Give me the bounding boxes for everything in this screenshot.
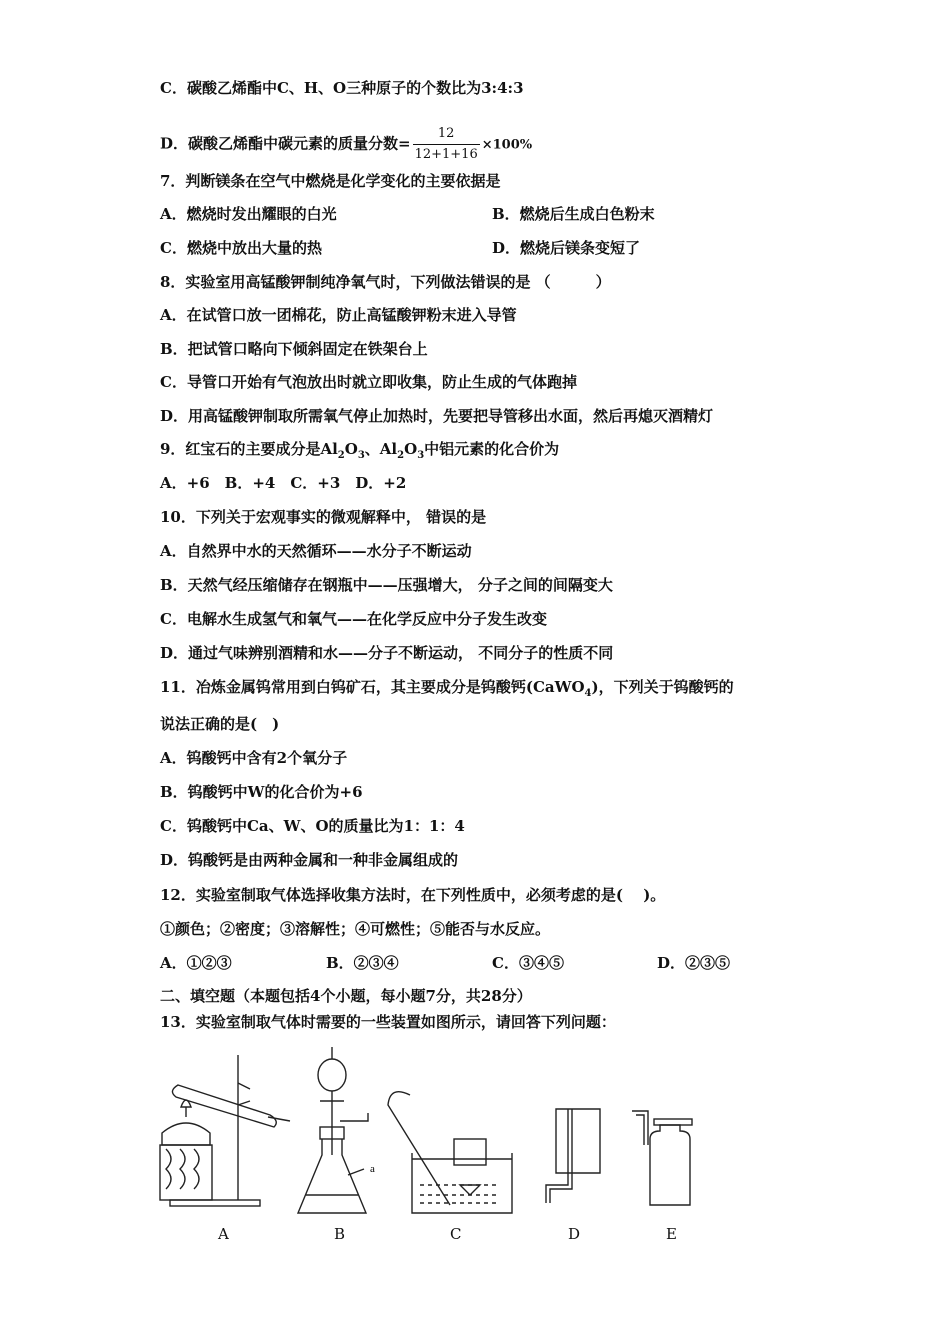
option-d-prefix: D．碳酸乙烯酯中碳元素的质量分数= (160, 134, 411, 153)
question-12-option-b: B．②③④ (326, 954, 399, 972)
apparatus-e (632, 1111, 692, 1205)
question-12-items: ①颜色；②密度；③溶解性；④可燃性；⑤能否与水反应。 (160, 920, 551, 938)
question-11-option-d: D．钨酸钙是由两种金属和一种非金属组成的 (160, 851, 459, 869)
question-12-option-a: A．①②③ (160, 954, 232, 972)
question-7-option-a: A．燃烧时发出耀眼的白光 (160, 205, 337, 223)
label-c: C (450, 1225, 462, 1243)
q9-sub-4: 3 (417, 450, 425, 461)
question-11-option-b: B．钨酸钙中W的化合价为+6 (160, 783, 363, 801)
label-b: B (334, 1225, 346, 1243)
label-e: E (666, 1225, 677, 1243)
question-7-option-d: D．燃烧后镁条变短了 (492, 239, 641, 257)
question-10: 10．下列关于宏观事实的微观解释中， 错误的是 (160, 508, 487, 526)
q9-text-2: O (344, 440, 358, 458)
question-10-option-d: D．通过气味辨别酒精和水——分子不断运动， 不同分子的性质不同 (160, 644, 614, 662)
q9-sub-3: 2 (397, 450, 405, 461)
question-12: 12．实验室制取气体选择收集方法时，在下列性质中，必须考虑的是( )。 (160, 886, 666, 904)
apparatus-figure (150, 1045, 710, 1255)
question-7-option-b: B．燃烧后生成白色粉末 (492, 205, 655, 223)
question-9-options: A．+6 B．+4 C．+3 D．+2 (160, 474, 407, 492)
question-11 (160, 677, 734, 704)
apparatus-c (388, 1092, 512, 1213)
line-option-c-prev: C．碳酸乙烯酯中C、H、O三种原子的个数比为3:4:3 (160, 79, 524, 97)
question-7-row2 (160, 238, 800, 258)
question-7-option-c: C．燃烧中放出大量的热 (160, 239, 322, 257)
q11-sub: 4 (584, 688, 592, 699)
label-d: D (568, 1225, 581, 1243)
apparatus-b-mark: a (370, 1163, 375, 1175)
line-option-d-prev (160, 124, 532, 165)
fraction-denominator: 12+1+16 (413, 144, 480, 165)
question-8: 8．实验室用高锰酸钾制纯净氧气时，下列做法错误的是 （ ） (160, 273, 611, 291)
label-a: A (218, 1225, 229, 1243)
question-12-option-d: D．②③⑤ (657, 954, 731, 972)
question-9 (160, 439, 559, 466)
question-10-option-a: A．自然界中水的天然循环——水分子不断运动 (160, 542, 472, 560)
section-2-heading: 二、填空题（本题包括4个小题，每小题7分，共28分） (160, 987, 532, 1005)
apparatus-d (546, 1109, 600, 1203)
q9-text-4: O (404, 440, 418, 458)
option-d-suffix: ×100% (481, 137, 533, 153)
q9-text-3: 、Al (364, 440, 398, 458)
question-11-option-c: C．钨酸钙中Ca、W、O的质量比为1：1：4 (160, 817, 465, 835)
question-12-option-c: C．③④⑤ (492, 954, 564, 972)
question-13: 13．实验室制取气体时需要的一些装置如图所示，请回答下列问题： (160, 1013, 616, 1031)
q9-text-1: 9．红宝石的主要成分是Al (160, 440, 338, 458)
q9-sub-1: 2 (337, 450, 345, 461)
apparatus-drawing (150, 1045, 710, 1225)
q9-text-5: 中铝元素的化合价为 (424, 440, 560, 458)
apparatus-a (160, 1055, 290, 1206)
q11-text-1: 11．冶炼金属钨常用到白钨矿石，其主要成分是钨酸钙(CaWO (160, 678, 585, 696)
question-10-option-c: C．电解水生成氢气和氧气——在化学反应中分子发生改变 (160, 610, 547, 628)
question-8-option-c: C．导管口开始有气泡放出时就立即收集，防止生成的气体跑掉 (160, 373, 577, 391)
q11-text-2: )，下列关于钨酸钙的 (591, 678, 734, 696)
question-7: 7．判断镁条在空气中燃烧是化学变化的主要依据是 (160, 172, 501, 190)
fraction-numerator: 12 (437, 126, 455, 141)
mass-fraction (413, 124, 480, 165)
question-11-option-a: A．钨酸钙中含有2个氧分子 (160, 749, 348, 767)
question-7-row1 (160, 204, 800, 224)
question-8-option-a: A．在试管口放一团棉花，防止高锰酸钾粉末进入导管 (160, 306, 517, 324)
question-11-cont: 说法正确的是( ) (160, 715, 280, 733)
question-10-option-b: B．天然气经压缩储存在钢瓶中——压强增大， 分子之间的间隔变大 (160, 576, 613, 594)
apparatus-b (298, 1047, 368, 1213)
q9-sub-2: 3 (357, 450, 365, 461)
question-8-option-d: D．用高锰酸钾制取所需氧气停止加热时，先要把导管移出水面，然后再熄灭酒精灯 (160, 407, 714, 425)
question-8-option-b: B．把试管口略向下倾斜固定在铁架台上 (160, 340, 428, 358)
